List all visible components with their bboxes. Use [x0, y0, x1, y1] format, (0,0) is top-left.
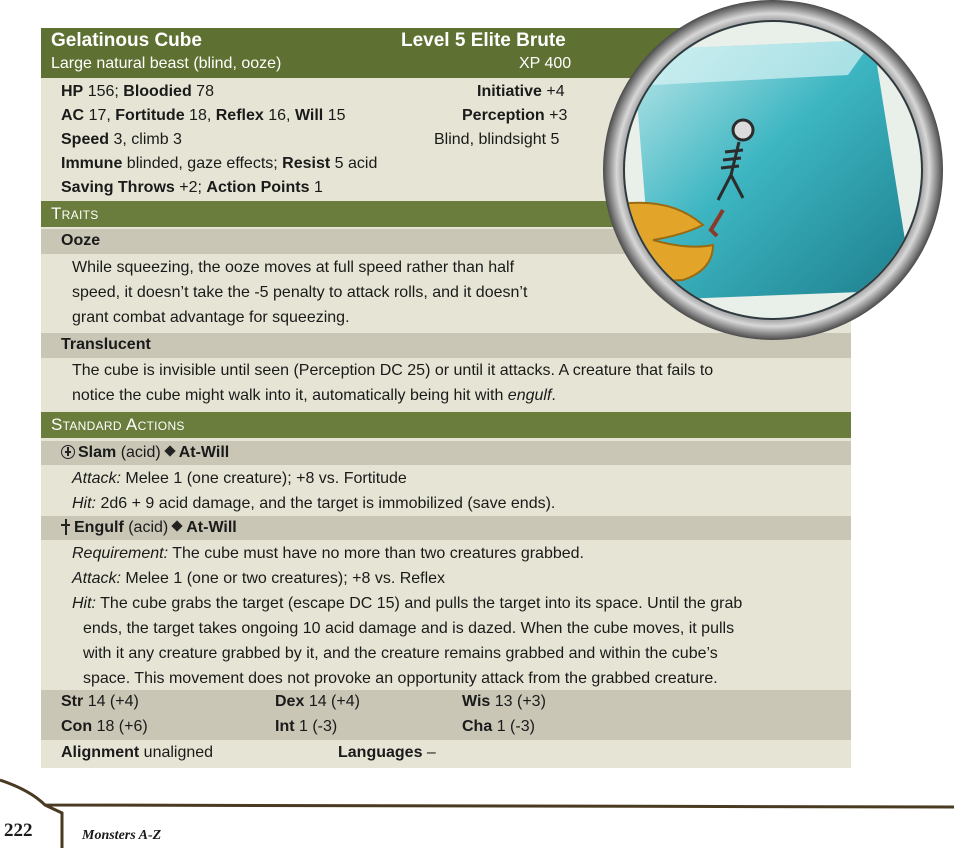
power-slam-body [41, 467, 851, 517]
ability-wis: Wis 13 (+3) [462, 693, 546, 710]
trait-translucent-line: The cube is invisible until seen (Perception DC 25) or until it attacks. A creature that fails to [72, 362, 714, 379]
trait-ooze-line: grant combat advantage for squeezing. [72, 309, 350, 326]
power-engulf-hit-line: space. This movement does not provoke an opportunity attack from the grabbed creature. [83, 670, 718, 687]
alignment: Alignment unaligned [61, 744, 214, 761]
power-engulf-attack: Attack: Melee 1 (one or two creatures); +8 vs. Reflex [72, 570, 446, 587]
actions-title: Standard Actions [51, 415, 185, 434]
initiative-line: Initiative +4 [477, 83, 565, 100]
trait-ooze-name: Ooze [61, 232, 101, 249]
power-engulf-header [41, 516, 851, 540]
senses-line: Blind, blindsight 5 [434, 131, 560, 148]
ability-dex: Dex 14 (+4) [275, 693, 360, 710]
power-engulf-body [41, 542, 851, 692]
ability-cha: Cha 1 (-3) [462, 718, 535, 735]
monster-xp: XP 400 [519, 55, 572, 72]
monster-name: Gelatinous Cube [51, 30, 202, 51]
saves-line: Saving Throws +2; Action Points 1 [61, 179, 323, 196]
languages: Languages – [338, 744, 436, 761]
ability-scores [41, 690, 851, 740]
power-slam-title: Slam (acid) At-Will [61, 441, 229, 465]
monster-portrait [593, 0, 953, 340]
monster-type: Large natural beast (blind, ooze) [51, 55, 282, 72]
defenses-line: AC 17, Fortitude 18, Reflex 16, Will 15 [61, 107, 346, 124]
page-number: 222 [4, 820, 33, 841]
trait-translucent-line: notice the cube might walk into it, automatically being hit with engulf. [72, 387, 556, 404]
hp-line: HP 156; Bloodied 78 [61, 83, 214, 100]
melee-basic-icon [61, 445, 75, 459]
alignment-row [41, 741, 851, 768]
speed-line: Speed 3, climb 3 [61, 131, 182, 148]
ability-con: Con 18 (+6) [61, 718, 148, 735]
trait-ooze-line: While squeezing, the ooze moves at full speed rather than half [72, 259, 515, 276]
immune-line: Immune blinded, gaze effects; Resist 5 acid [61, 155, 378, 172]
power-engulf-title: Engulf (acid) At-Will [61, 516, 237, 540]
ability-str: Str 14 (+4) [61, 693, 139, 710]
trait-translucent-name: Translucent [61, 336, 151, 353]
melee-icon [61, 519, 71, 535]
power-slam-attack: Attack: Melee 1 (one creature); +8 vs. Fortitude [72, 470, 407, 487]
diamond-icon [172, 520, 183, 531]
footer-section: Monsters A-Z [82, 828, 162, 843]
power-engulf-hit: Hit: The cube grabs the target (escape DC 15) and pulls the target into its space. Until the grab [72, 595, 743, 612]
trait-translucent-body [41, 359, 851, 409]
traits-title: Traits [51, 204, 99, 223]
monster-level: Level 5 Elite Brute [401, 30, 566, 51]
diamond-icon [164, 445, 175, 456]
power-engulf-hit-line: with it any creature grabbed by it, and the creature remains grabbed and within the cube’s [83, 645, 718, 662]
actions-header [41, 412, 851, 438]
power-slam-hit: Hit: 2d6 + 9 acid damage, and the target is immobilized (save ends). [72, 495, 556, 512]
power-slam-header [41, 441, 851, 465]
trait-ooze-line: speed, it doesn’t take the -5 penalty to attack rolls, and it doesn’t [72, 284, 528, 301]
power-engulf-hit-line: ends, the target takes ongoing 10 acid damage and is dazed. When the cube moves, it pulls [83, 620, 735, 637]
power-engulf-requirement: Requirement: The cube must have no more than two creatures grabbed. [72, 545, 584, 562]
perception-line: Perception +3 [462, 107, 568, 124]
ability-int: Int 1 (-3) [275, 718, 338, 735]
